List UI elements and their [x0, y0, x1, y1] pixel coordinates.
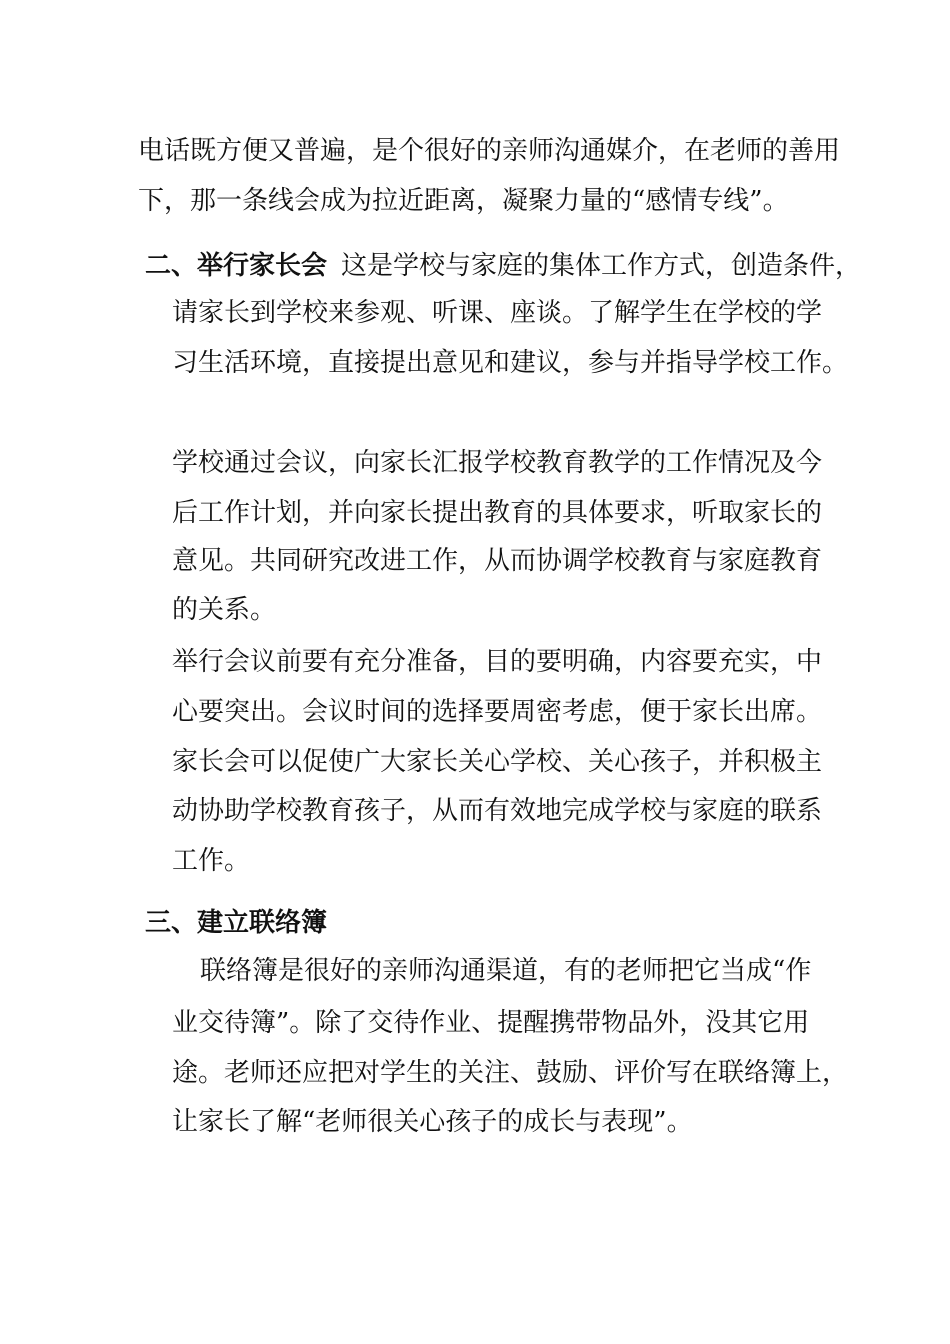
intro-line-2: 下，那一条线会成为拉近距离，凝聚力量的“感情专线”。 [138, 186, 789, 216]
section2-para3-line-1: 举行会议前要有充分准备，目的要明确，内容要充实，中 [172, 647, 823, 677]
section3-heading: 三、建立联络簿 [145, 908, 328, 938]
section3-line-1: 联络簿是很好的亲师沟通渠道，有的老师把它当成“作 [200, 956, 812, 986]
section3-line-4: 让家长了解“老师很关心孩子的成长与表现”。 [172, 1107, 693, 1137]
section2-para2-line-3: 意见。共同研究改进工作，从而协调学校教育与家庭教育 [172, 546, 823, 576]
section2-para2-line-2: 后工作计划，并向家长提出教育的具体要求，听取家长的 [172, 498, 823, 528]
section2-para4-line-1: 家长会可以促使广大家长关心学校、关心孩子，并积极主 [172, 747, 823, 777]
section2-para2-line-1: 学校通过会议，向家长汇报学校教育教学的工作情况及今 [172, 448, 823, 478]
section2-intro-text: 这是学校与家庭的集体工作方式，创造条件， [341, 251, 862, 281]
section2-para4-line-2: 动协助学校教育孩子，从而有效地完成学校与家庭的联系 [172, 796, 823, 826]
section2-heading: 二、举行家长会 [145, 251, 328, 281]
section2-para3-line-2: 心要突出。会议时间的选择要周密考虑，便于家长出席。 [172, 697, 823, 727]
section3-line-3: 途。老师还应把对学生的关注、鼓励、评价写在联络簿上， [172, 1058, 849, 1088]
intro-line-1: 电话既方便又普遍，是个很好的亲师沟通媒介，在老师的善用 [138, 136, 841, 166]
section2-para2-line-4: 的关系。 [172, 595, 277, 625]
section2-line-3: 习生活环境，直接提出意见和建议，参与并指导学校工作。 [172, 348, 849, 378]
section2-line-2: 请家长到学校来参观、听课、座谈。了解学生在学校的学 [172, 298, 823, 328]
section3-line-2: 业交待簿”。除了交待作业、提醒携带物品外，没其它用 [172, 1008, 810, 1038]
section2-first-line [145, 251, 861, 281]
section2-para4-line-3: 工作。 [172, 846, 251, 876]
